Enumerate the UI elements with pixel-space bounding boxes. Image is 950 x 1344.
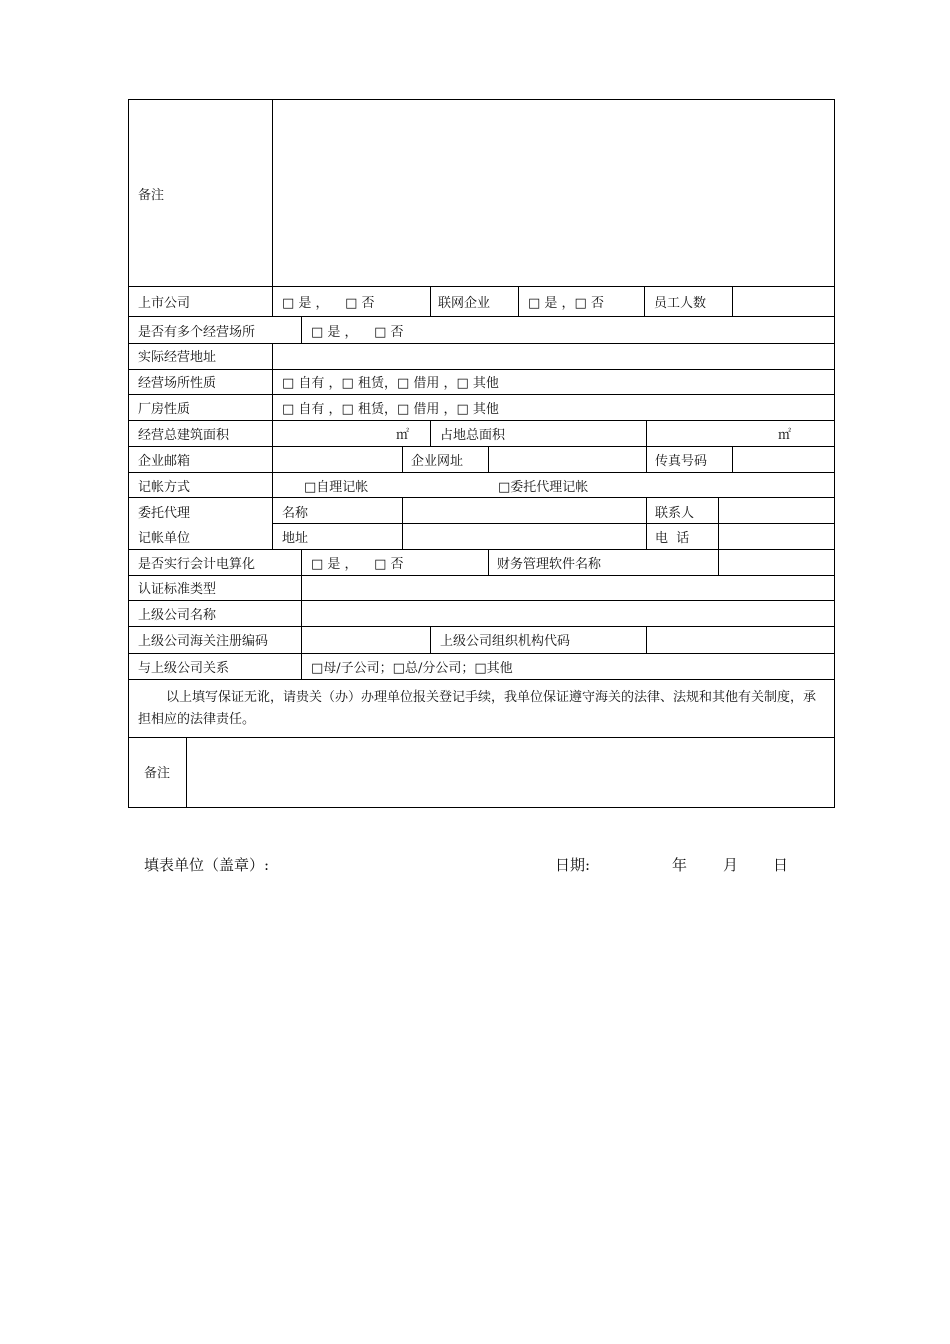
row-line [128, 369, 835, 370]
fax-label: 传真号码 [655, 454, 708, 469]
col-line [732, 286, 733, 317]
row-line [128, 679, 835, 680]
row-line [128, 446, 835, 447]
email-field[interactable] [280, 454, 398, 470]
row-line [128, 653, 835, 654]
site-nature-options[interactable]: □ 自有 ，□ 租赁，□ 借用 ，□ 其他 [282, 376, 499, 391]
col-line [430, 420, 431, 447]
employee-count-field[interactable] [740, 296, 830, 312]
form-border-left [128, 99, 129, 808]
col-line [732, 446, 733, 473]
remarks-top-label: 备注 [138, 188, 165, 203]
actual-address-field[interactable] [280, 350, 830, 366]
col-line [430, 286, 431, 317]
col-line [272, 497, 273, 550]
row-line [128, 549, 835, 550]
plant-nature-options[interactable]: □ 自有 ，□ 租赁，□ 借用 ，□ 其他 [282, 402, 499, 417]
remarks-bottom-label: 备注 [144, 766, 171, 781]
bookkeeping-agent-option[interactable]: □委托代理记帐 [498, 480, 589, 495]
form-border-top [128, 99, 835, 100]
agent-address-label: 地址 [282, 531, 309, 546]
col-line [430, 626, 431, 654]
col-line [402, 497, 403, 550]
col-line [718, 497, 719, 550]
land-area-unit: ㎡ [778, 428, 792, 443]
row-line [128, 394, 835, 395]
col-line [646, 626, 647, 654]
parent-customs-code-field[interactable] [308, 634, 426, 650]
parent-relation-options[interactable]: □母/子公司；□总/分公司；□其他 [311, 661, 513, 676]
row-line [273, 523, 835, 524]
col-line [718, 549, 719, 576]
agent-name-label: 名称 [282, 506, 309, 521]
agent-phone-field[interactable] [720, 525, 832, 547]
col-line [646, 497, 647, 550]
col-line [272, 420, 273, 447]
col-line [272, 472, 273, 498]
date-label: 日期: [555, 856, 591, 874]
plant-nature-label: 厂房性质 [138, 402, 191, 417]
networked-enterprise-options[interactable]: □ 是 ，□ 否 [528, 296, 604, 311]
bookkeeping-label: 记帐方式 [138, 480, 191, 495]
row-line [128, 575, 835, 576]
certification-field[interactable] [310, 582, 830, 598]
parent-relation-label: 与上级公司关系 [138, 661, 230, 676]
date-year: 年 [672, 856, 688, 874]
website-field[interactable] [496, 454, 642, 470]
agent-contact-label: 联系人 [655, 506, 695, 521]
row-line [128, 737, 835, 738]
col-line [301, 549, 302, 576]
parent-org-code-field[interactable] [654, 634, 830, 650]
col-line [272, 286, 273, 317]
agent-name-field[interactable] [404, 499, 644, 521]
col-line [402, 446, 403, 473]
agent-phone-label: 电 话 [655, 531, 690, 546]
multiple-sites-options[interactable]: □ 是 ， □ 否 [311, 325, 404, 340]
row-line [128, 626, 835, 627]
filling-unit-label: 填表单位（盖章）: [144, 856, 270, 874]
form-border-right [834, 99, 835, 808]
col-line [646, 420, 647, 447]
row-line [128, 316, 835, 317]
site-nature-label: 经营场所性质 [138, 376, 217, 391]
parent-name-field[interactable] [310, 608, 830, 624]
listed-company-options[interactable]: □ 是 ， □ 否 [282, 296, 375, 311]
bookkeeping-self-option[interactable]: □自理记帐 [304, 480, 369, 495]
row-line [128, 286, 835, 287]
agent-address-field[interactable] [404, 525, 644, 547]
date-day: 日 [773, 856, 789, 874]
email-label: 企业邮箱 [138, 454, 191, 469]
col-line [301, 316, 302, 344]
remarks-top-field[interactable] [274, 101, 832, 285]
software-label: 财务管理软件名称 [497, 557, 602, 572]
declaration-text: 以上填写保证无讹，请贵关（办）办理单位报关登记手续，我单位保证遵守海关的法律、法规和其他有关制度，承担相应的法律责任。 [138, 690, 817, 727]
networked-enterprise-label: 联网企业 [438, 296, 491, 311]
col-line [644, 286, 645, 317]
col-line [301, 575, 302, 680]
row-line [128, 420, 835, 421]
listed-company-label: 上市公司 [138, 296, 191, 311]
website-label: 企业网址 [411, 454, 464, 469]
row-line [128, 343, 835, 344]
computerized-options[interactable]: □ 是 ， □ 否 [311, 557, 404, 572]
parent-org-code-label: 上级公司组织机构代码 [440, 634, 571, 649]
remarks-bottom-field[interactable] [188, 739, 832, 806]
multiple-sites-label: 是否有多个经营场所 [138, 325, 256, 340]
employee-count-label: 员工人数 [654, 296, 707, 311]
fax-field[interactable] [740, 454, 830, 470]
agent-unit-label-line1: 委托代理 [138, 506, 191, 521]
col-line [272, 99, 273, 287]
certification-label: 认证标准类型 [138, 582, 217, 597]
col-line [488, 446, 489, 473]
building-area-unit: ㎡ [396, 428, 410, 443]
agent-unit-label-line2: 记帐单位 [138, 531, 191, 546]
col-line [272, 446, 273, 473]
building-area-label: 经营总建筑面积 [138, 428, 230, 443]
parent-name-label: 上级公司名称 [138, 608, 217, 623]
computerized-label: 是否实行会计电算化 [138, 557, 256, 572]
land-area-label: 占地总面积 [440, 428, 506, 443]
actual-address-label: 实际经营地址 [138, 350, 217, 365]
col-line [646, 446, 647, 473]
col-line [518, 286, 519, 317]
row-line [128, 600, 835, 601]
col-line [272, 343, 273, 421]
software-field[interactable] [726, 557, 830, 573]
parent-customs-code-label: 上级公司海关注册编码 [138, 634, 269, 649]
agent-contact-field[interactable] [720, 499, 832, 521]
date-month: 月 [723, 856, 739, 874]
row-line [128, 472, 835, 473]
col-line [488, 549, 489, 576]
form-border-bottom [128, 807, 835, 808]
col-line [186, 737, 187, 808]
row-line [128, 497, 835, 498]
